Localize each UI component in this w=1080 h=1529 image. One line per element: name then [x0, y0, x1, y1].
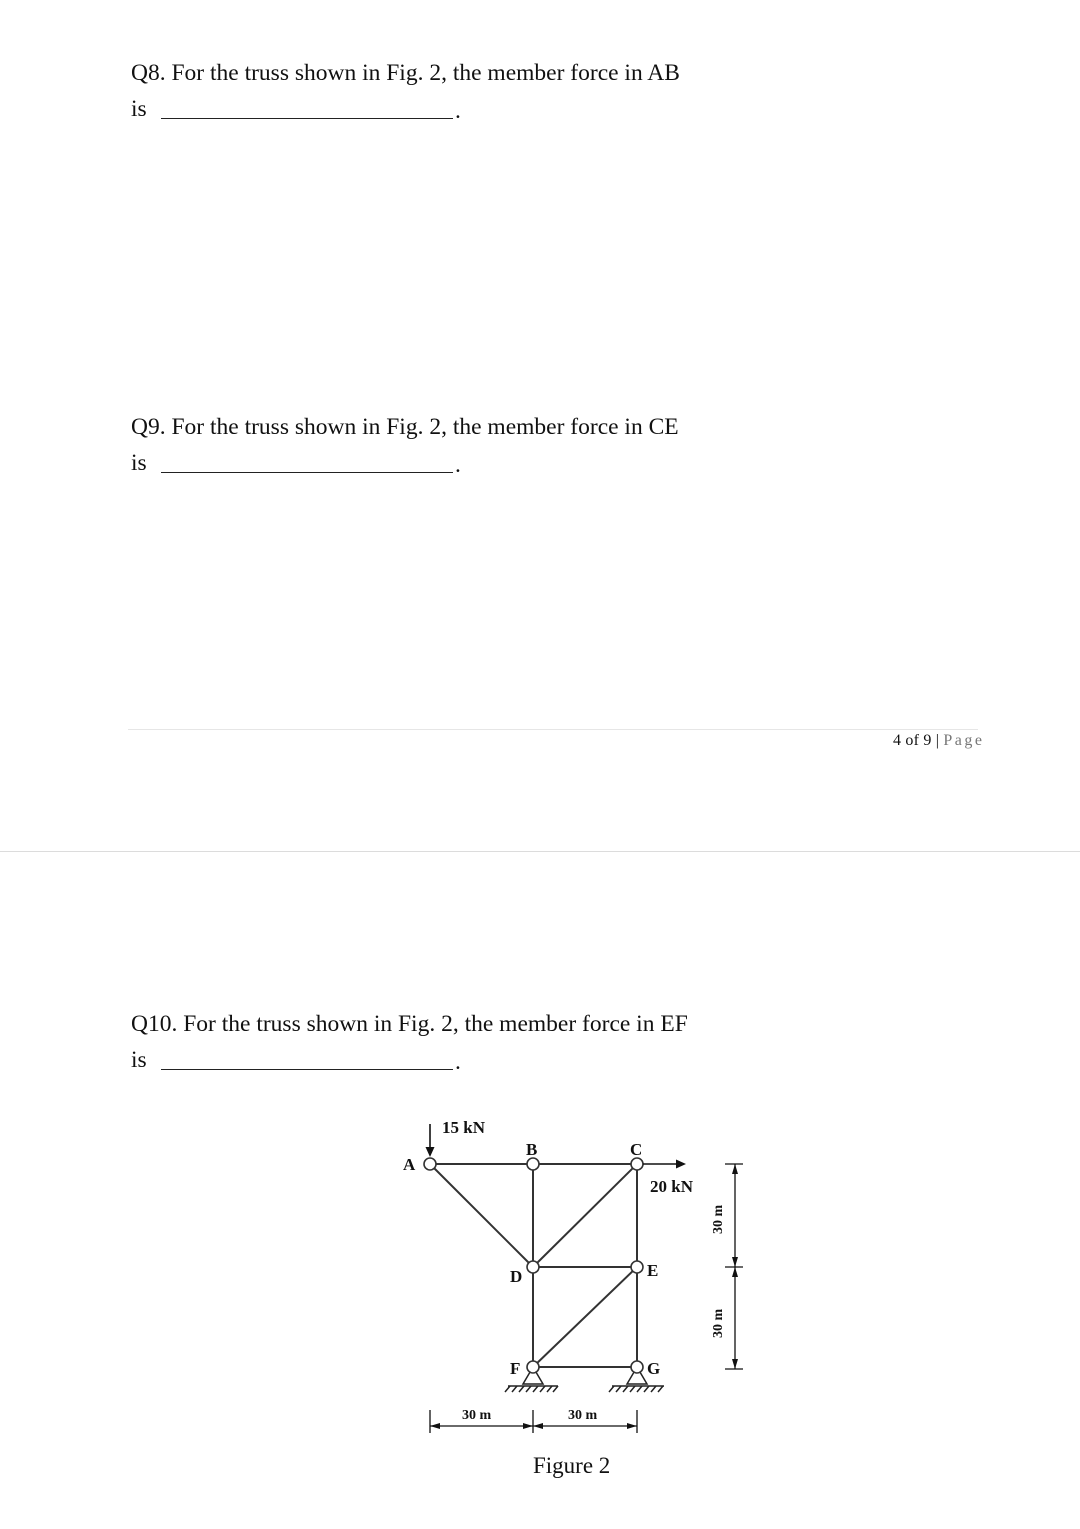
node-label-d: D — [510, 1267, 523, 1286]
joint-c — [631, 1158, 643, 1170]
dim-label-v2: 30 m — [711, 1308, 726, 1338]
question-text: Q10. For the truss shown in Fig. 2, the member force in EF — [131, 1011, 688, 1037]
node-label-e: E — [647, 1261, 659, 1280]
member-ef — [533, 1267, 637, 1367]
node-label-c: C — [630, 1140, 643, 1159]
node-label-b: B — [526, 1140, 538, 1159]
question-text: Q9. For the truss shown in Fig. 2, the member force in CE — [131, 414, 679, 440]
figure-caption: Figure 2 — [533, 1453, 611, 1478]
page-word: Page — [943, 732, 985, 749]
question-text: Q8. For the truss shown in Fig. 2, the member force in AB — [131, 60, 680, 86]
page-sep: | — [931, 732, 944, 749]
dim-label-v1: 30 m — [711, 1204, 726, 1234]
load-20kn-label: 20 kN — [650, 1177, 693, 1196]
dim-label-h2: 30 m — [568, 1408, 598, 1423]
question-end: . — [455, 98, 461, 124]
question-is: is — [131, 1047, 147, 1073]
member-cd — [533, 1164, 637, 1267]
joint-a — [424, 1158, 436, 1170]
question-end: . — [455, 1049, 461, 1075]
load-15kn-label: 15 kN — [442, 1118, 485, 1137]
page-count: 4 of 9 — [893, 732, 932, 749]
question-is: is — [131, 96, 147, 122]
node-label-a: A — [403, 1155, 416, 1174]
node-label-g: G — [647, 1359, 661, 1378]
joint-d — [527, 1261, 539, 1273]
question-end: . — [455, 452, 461, 478]
joint-e — [631, 1261, 643, 1273]
joint-f — [527, 1361, 539, 1373]
dim-label-h1: 30 m — [462, 1408, 492, 1423]
question-is: is — [131, 450, 147, 476]
joint-g — [631, 1361, 643, 1373]
vertical-dimension — [725, 1164, 743, 1369]
load-arrow-right-icon — [643, 1160, 686, 1169]
member-ad — [430, 1164, 533, 1267]
node-label-f: F — [510, 1359, 521, 1378]
joint-b — [527, 1158, 539, 1170]
load-arrow-down-icon — [426, 1124, 435, 1157]
